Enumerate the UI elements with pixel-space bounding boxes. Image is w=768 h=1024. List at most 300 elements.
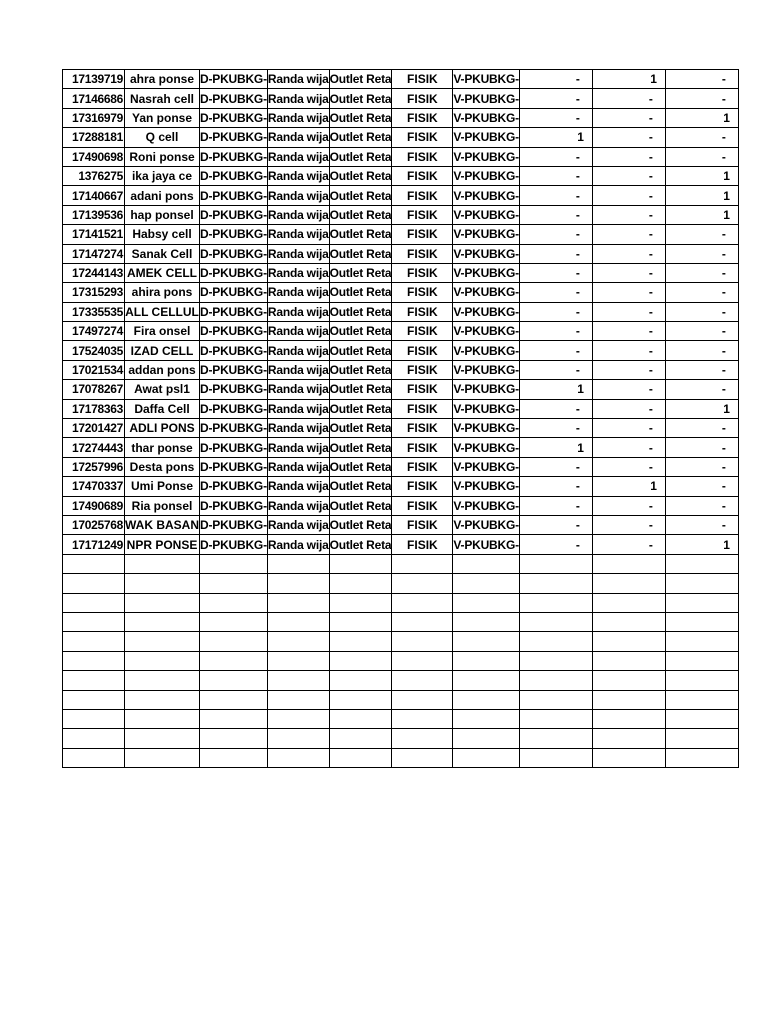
cell-outlet-name[interactable]: adani pons	[125, 186, 200, 205]
empty-cell[interactable]	[519, 574, 592, 593]
empty-cell[interactable]	[392, 671, 453, 690]
cell-sales-name[interactable]: Randa wija	[267, 496, 329, 515]
cell-voucher-code[interactable]: V-PKUBKG-	[453, 360, 520, 379]
empty-cell[interactable]	[63, 651, 125, 670]
cell-voucher-code[interactable]: V-PKUBKG-	[453, 438, 520, 457]
cell-voucher-code[interactable]: V-PKUBKG-	[453, 263, 520, 282]
cell-value-1[interactable]: -	[519, 283, 592, 302]
cell-outlet-id[interactable]: 17288181	[63, 128, 125, 147]
empty-cell[interactable]	[592, 690, 665, 709]
empty-cell[interactable]	[63, 593, 125, 612]
empty-cell[interactable]	[592, 748, 665, 767]
cell-value-2[interactable]: -	[592, 108, 665, 127]
empty-cell[interactable]	[392, 748, 453, 767]
cell-product-type[interactable]: FISIK	[392, 360, 453, 379]
cell-outlet-id[interactable]: 17078267	[63, 380, 125, 399]
cell-value-3[interactable]: -	[665, 70, 738, 89]
empty-cell[interactable]	[125, 671, 200, 690]
cell-sales-name[interactable]: Randa wija	[267, 535, 329, 554]
cell-product-type[interactable]: FISIK	[392, 128, 453, 147]
cell-outlet-id[interactable]: 17335535	[63, 302, 125, 321]
cell-sales-name[interactable]: Randa wija	[267, 438, 329, 457]
cell-distributor-code[interactable]: D-PKUBKG-	[200, 399, 268, 418]
cell-outlet-name[interactable]: Awat psl1	[125, 380, 200, 399]
cell-voucher-code[interactable]: V-PKUBKG-	[453, 70, 520, 89]
empty-cell[interactable]	[200, 593, 268, 612]
cell-outlet-name[interactable]: WAK BASAN	[125, 515, 200, 534]
cell-distributor-code[interactable]: D-PKUBKG-	[200, 341, 268, 360]
cell-value-2[interactable]: -	[592, 225, 665, 244]
cell-value-2[interactable]: -	[592, 283, 665, 302]
empty-cell[interactable]	[267, 554, 329, 573]
cell-outlet-name[interactable]: Daffa Cell	[125, 399, 200, 418]
empty-cell[interactable]	[665, 593, 738, 612]
empty-cell[interactable]	[665, 651, 738, 670]
cell-outlet-type[interactable]: Outlet Reta	[329, 225, 392, 244]
cell-value-1[interactable]: -	[519, 186, 592, 205]
cell-value-1[interactable]: -	[519, 205, 592, 224]
cell-outlet-name[interactable]: IZAD CELL	[125, 341, 200, 360]
cell-outlet-id[interactable]: 17274443	[63, 438, 125, 457]
cell-value-3[interactable]: 1	[665, 166, 738, 185]
empty-cell[interactable]	[665, 709, 738, 728]
cell-product-type[interactable]: FISIK	[392, 341, 453, 360]
cell-outlet-type[interactable]: Outlet Reta	[329, 360, 392, 379]
empty-cell[interactable]	[592, 709, 665, 728]
cell-value-2[interactable]: -	[592, 438, 665, 457]
cell-value-2[interactable]: -	[592, 263, 665, 282]
empty-cell[interactable]	[125, 612, 200, 631]
cell-outlet-type[interactable]: Outlet Reta	[329, 380, 392, 399]
cell-outlet-name[interactable]: ahra ponse	[125, 70, 200, 89]
empty-cell[interactable]	[519, 612, 592, 631]
cell-value-1[interactable]: -	[519, 322, 592, 341]
cell-value-2[interactable]: -	[592, 89, 665, 108]
cell-outlet-id[interactable]: 17257996	[63, 457, 125, 476]
cell-voucher-code[interactable]: V-PKUBKG-	[453, 166, 520, 185]
empty-cell[interactable]	[329, 651, 392, 670]
cell-sales-name[interactable]: Randa wija	[267, 244, 329, 263]
cell-value-1[interactable]: -	[519, 496, 592, 515]
cell-value-2[interactable]: -	[592, 399, 665, 418]
cell-value-1[interactable]: -	[519, 147, 592, 166]
cell-distributor-code[interactable]: D-PKUBKG-	[200, 380, 268, 399]
cell-outlet-id[interactable]: 1376275	[63, 166, 125, 185]
cell-value-3[interactable]: -	[665, 419, 738, 438]
cell-voucher-code[interactable]: V-PKUBKG-	[453, 225, 520, 244]
empty-cell[interactable]	[63, 709, 125, 728]
cell-distributor-code[interactable]: D-PKUBKG-	[200, 360, 268, 379]
cell-sales-name[interactable]: Randa wija	[267, 399, 329, 418]
cell-value-3[interactable]: -	[665, 341, 738, 360]
cell-value-2[interactable]: 1	[592, 70, 665, 89]
empty-cell[interactable]	[329, 671, 392, 690]
cell-voucher-code[interactable]: V-PKUBKG-	[453, 302, 520, 321]
cell-distributor-code[interactable]: D-PKUBKG-	[200, 457, 268, 476]
empty-cell[interactable]	[200, 709, 268, 728]
empty-cell[interactable]	[665, 574, 738, 593]
cell-product-type[interactable]: FISIK	[392, 515, 453, 534]
cell-voucher-code[interactable]: V-PKUBKG-	[453, 496, 520, 515]
cell-voucher-code[interactable]: V-PKUBKG-	[453, 380, 520, 399]
cell-outlet-type[interactable]: Outlet Reta	[329, 108, 392, 127]
cell-distributor-code[interactable]: D-PKUBKG-	[200, 225, 268, 244]
cell-outlet-id[interactable]: 17497274	[63, 322, 125, 341]
cell-distributor-code[interactable]: D-PKUBKG-	[200, 186, 268, 205]
empty-cell[interactable]	[125, 651, 200, 670]
empty-cell[interactable]	[125, 593, 200, 612]
cell-sales-name[interactable]: Randa wija	[267, 341, 329, 360]
cell-value-1[interactable]: -	[519, 360, 592, 379]
empty-cell[interactable]	[200, 671, 268, 690]
cell-value-3[interactable]: -	[665, 438, 738, 457]
cell-outlet-name[interactable]: Desta pons	[125, 457, 200, 476]
cell-outlet-name[interactable]: addan pons	[125, 360, 200, 379]
cell-outlet-name[interactable]: Roni ponse	[125, 147, 200, 166]
cell-outlet-type[interactable]: Outlet Reta	[329, 535, 392, 554]
cell-value-3[interactable]: 1	[665, 205, 738, 224]
cell-product-type[interactable]: FISIK	[392, 457, 453, 476]
cell-value-2[interactable]: -	[592, 341, 665, 360]
empty-cell[interactable]	[592, 729, 665, 748]
cell-sales-name[interactable]: Randa wija	[267, 186, 329, 205]
empty-cell[interactable]	[453, 612, 520, 631]
cell-distributor-code[interactable]: D-PKUBKG-	[200, 283, 268, 302]
cell-value-2[interactable]: -	[592, 496, 665, 515]
empty-cell[interactable]	[592, 632, 665, 651]
cell-product-type[interactable]: FISIK	[392, 535, 453, 554]
empty-cell[interactable]	[125, 690, 200, 709]
cell-outlet-name[interactable]: ika jaya ce	[125, 166, 200, 185]
empty-cell[interactable]	[592, 593, 665, 612]
cell-outlet-type[interactable]: Outlet Reta	[329, 166, 392, 185]
cell-outlet-type[interactable]: Outlet Reta	[329, 457, 392, 476]
cell-sales-name[interactable]: Randa wija	[267, 457, 329, 476]
cell-outlet-id[interactable]: 17201427	[63, 419, 125, 438]
cell-value-1[interactable]: -	[519, 341, 592, 360]
cell-voucher-code[interactable]: V-PKUBKG-	[453, 186, 520, 205]
empty-cell[interactable]	[665, 690, 738, 709]
empty-cell[interactable]	[665, 554, 738, 573]
cell-outlet-name[interactable]: hap ponsel	[125, 205, 200, 224]
cell-value-2[interactable]: -	[592, 244, 665, 263]
cell-voucher-code[interactable]: V-PKUBKG-	[453, 205, 520, 224]
cell-outlet-name[interactable]: thar ponse	[125, 438, 200, 457]
cell-value-3[interactable]: 1	[665, 535, 738, 554]
cell-product-type[interactable]: FISIK	[392, 147, 453, 166]
empty-cell[interactable]	[453, 671, 520, 690]
empty-cell[interactable]	[519, 651, 592, 670]
cell-value-1[interactable]: 1	[519, 128, 592, 147]
cell-value-1[interactable]: -	[519, 89, 592, 108]
cell-outlet-id[interactable]: 17140667	[63, 186, 125, 205]
empty-cell[interactable]	[267, 729, 329, 748]
empty-cell[interactable]	[200, 632, 268, 651]
cell-value-1[interactable]: -	[519, 108, 592, 127]
cell-outlet-type[interactable]: Outlet Reta	[329, 244, 392, 263]
cell-outlet-type[interactable]: Outlet Reta	[329, 186, 392, 205]
cell-outlet-type[interactable]: Outlet Reta	[329, 477, 392, 496]
empty-cell[interactable]	[453, 748, 520, 767]
cell-value-2[interactable]: -	[592, 166, 665, 185]
cell-value-2[interactable]: -	[592, 515, 665, 534]
cell-outlet-name[interactable]: NPR PONSE	[125, 535, 200, 554]
cell-value-3[interactable]: -	[665, 457, 738, 476]
cell-sales-name[interactable]: Randa wija	[267, 108, 329, 127]
empty-cell[interactable]	[592, 612, 665, 631]
cell-outlet-type[interactable]: Outlet Reta	[329, 322, 392, 341]
cell-outlet-type[interactable]: Outlet Reta	[329, 341, 392, 360]
cell-value-2[interactable]: -	[592, 128, 665, 147]
empty-cell[interactable]	[63, 671, 125, 690]
empty-cell[interactable]	[200, 748, 268, 767]
cell-product-type[interactable]: FISIK	[392, 205, 453, 224]
cell-outlet-name[interactable]: ADLI PONS	[125, 419, 200, 438]
cell-value-1[interactable]: -	[519, 457, 592, 476]
cell-outlet-type[interactable]: Outlet Reta	[329, 147, 392, 166]
empty-cell[interactable]	[125, 709, 200, 728]
empty-cell[interactable]	[453, 632, 520, 651]
empty-cell[interactable]	[453, 729, 520, 748]
cell-value-3[interactable]: 1	[665, 108, 738, 127]
empty-cell[interactable]	[63, 574, 125, 593]
empty-cell[interactable]	[392, 554, 453, 573]
cell-product-type[interactable]: FISIK	[392, 283, 453, 302]
cell-outlet-name[interactable]: ALL CELLUL	[125, 302, 200, 321]
cell-outlet-id[interactable]: 17146686	[63, 89, 125, 108]
cell-voucher-code[interactable]: V-PKUBKG-	[453, 244, 520, 263]
empty-cell[interactable]	[519, 729, 592, 748]
empty-cell[interactable]	[592, 554, 665, 573]
cell-voucher-code[interactable]: V-PKUBKG-	[453, 419, 520, 438]
empty-cell[interactable]	[392, 612, 453, 631]
empty-cell[interactable]	[392, 574, 453, 593]
empty-cell[interactable]	[519, 593, 592, 612]
cell-product-type[interactable]: FISIK	[392, 399, 453, 418]
empty-cell[interactable]	[665, 671, 738, 690]
cell-outlet-type[interactable]: Outlet Reta	[329, 89, 392, 108]
cell-value-3[interactable]: -	[665, 128, 738, 147]
cell-voucher-code[interactable]: V-PKUBKG-	[453, 283, 520, 302]
cell-value-2[interactable]: 1	[592, 477, 665, 496]
cell-voucher-code[interactable]: V-PKUBKG-	[453, 457, 520, 476]
cell-value-2[interactable]: -	[592, 380, 665, 399]
cell-sales-name[interactable]: Randa wija	[267, 477, 329, 496]
cell-value-1[interactable]: -	[519, 419, 592, 438]
empty-cell[interactable]	[453, 554, 520, 573]
cell-distributor-code[interactable]: D-PKUBKG-	[200, 496, 268, 515]
cell-value-1[interactable]: -	[519, 477, 592, 496]
cell-outlet-type[interactable]: Outlet Reta	[329, 283, 392, 302]
empty-cell[interactable]	[125, 632, 200, 651]
cell-product-type[interactable]: FISIK	[392, 380, 453, 399]
empty-cell[interactable]	[329, 554, 392, 573]
cell-value-2[interactable]: -	[592, 419, 665, 438]
cell-value-2[interactable]: -	[592, 186, 665, 205]
cell-value-3[interactable]: 1	[665, 186, 738, 205]
cell-product-type[interactable]: FISIK	[392, 438, 453, 457]
cell-distributor-code[interactable]: D-PKUBKG-	[200, 89, 268, 108]
cell-outlet-type[interactable]: Outlet Reta	[329, 496, 392, 515]
cell-outlet-name[interactable]: AMEK CELL	[125, 263, 200, 282]
empty-cell[interactable]	[453, 593, 520, 612]
cell-outlet-name[interactable]: Sanak Cell	[125, 244, 200, 263]
empty-cell[interactable]	[125, 748, 200, 767]
cell-value-1[interactable]: -	[519, 70, 592, 89]
cell-value-3[interactable]: -	[665, 263, 738, 282]
cell-outlet-id[interactable]: 17021534	[63, 360, 125, 379]
empty-cell[interactable]	[519, 671, 592, 690]
cell-value-3[interactable]: -	[665, 244, 738, 263]
cell-distributor-code[interactable]: D-PKUBKG-	[200, 535, 268, 554]
empty-cell[interactable]	[329, 729, 392, 748]
empty-cell[interactable]	[519, 709, 592, 728]
empty-cell[interactable]	[392, 729, 453, 748]
empty-cell[interactable]	[453, 651, 520, 670]
empty-cell[interactable]	[329, 690, 392, 709]
cell-voucher-code[interactable]: V-PKUBKG-	[453, 399, 520, 418]
cell-value-2[interactable]: -	[592, 205, 665, 224]
cell-value-3[interactable]: -	[665, 302, 738, 321]
cell-sales-name[interactable]: Randa wija	[267, 89, 329, 108]
cell-outlet-name[interactable]: ahira pons	[125, 283, 200, 302]
empty-cell[interactable]	[63, 748, 125, 767]
cell-value-1[interactable]: -	[519, 263, 592, 282]
cell-value-3[interactable]: -	[665, 147, 738, 166]
cell-voucher-code[interactable]: V-PKUBKG-	[453, 535, 520, 554]
cell-sales-name[interactable]: Randa wija	[267, 360, 329, 379]
cell-value-1[interactable]: -	[519, 225, 592, 244]
cell-product-type[interactable]: FISIK	[392, 166, 453, 185]
empty-cell[interactable]	[267, 593, 329, 612]
cell-outlet-id[interactable]: 17025768	[63, 515, 125, 534]
cell-outlet-name[interactable]: Umi Ponse	[125, 477, 200, 496]
cell-value-2[interactable]: -	[592, 302, 665, 321]
empty-cell[interactable]	[125, 729, 200, 748]
cell-value-3[interactable]: 1	[665, 399, 738, 418]
cell-voucher-code[interactable]: V-PKUBKG-	[453, 89, 520, 108]
cell-voucher-code[interactable]: V-PKUBKG-	[453, 515, 520, 534]
cell-voucher-code[interactable]: V-PKUBKG-	[453, 108, 520, 127]
cell-voucher-code[interactable]: V-PKUBKG-	[453, 341, 520, 360]
cell-distributor-code[interactable]: D-PKUBKG-	[200, 70, 268, 89]
cell-distributor-code[interactable]: D-PKUBKG-	[200, 244, 268, 263]
cell-sales-name[interactable]: Randa wija	[267, 166, 329, 185]
empty-cell[interactable]	[519, 554, 592, 573]
cell-value-1[interactable]: -	[519, 302, 592, 321]
cell-product-type[interactable]: FISIK	[392, 225, 453, 244]
empty-cell[interactable]	[200, 729, 268, 748]
cell-value-2[interactable]: -	[592, 322, 665, 341]
cell-outlet-id[interactable]: 17178363	[63, 399, 125, 418]
cell-outlet-id[interactable]: 17470337	[63, 477, 125, 496]
cell-value-3[interactable]: -	[665, 89, 738, 108]
cell-voucher-code[interactable]: V-PKUBKG-	[453, 477, 520, 496]
cell-outlet-type[interactable]: Outlet Reta	[329, 128, 392, 147]
cell-voucher-code[interactable]: V-PKUBKG-	[453, 322, 520, 341]
cell-sales-name[interactable]: Randa wija	[267, 147, 329, 166]
cell-value-3[interactable]: -	[665, 283, 738, 302]
cell-outlet-type[interactable]: Outlet Reta	[329, 70, 392, 89]
cell-sales-name[interactable]: Randa wija	[267, 225, 329, 244]
empty-cell[interactable]	[329, 593, 392, 612]
cell-sales-name[interactable]: Randa wija	[267, 205, 329, 224]
cell-value-2[interactable]: -	[592, 535, 665, 554]
empty-cell[interactable]	[267, 632, 329, 651]
empty-cell[interactable]	[200, 651, 268, 670]
cell-product-type[interactable]: FISIK	[392, 477, 453, 496]
cell-product-type[interactable]: FISIK	[392, 186, 453, 205]
cell-value-1[interactable]: -	[519, 399, 592, 418]
empty-cell[interactable]	[392, 690, 453, 709]
cell-product-type[interactable]: FISIK	[392, 89, 453, 108]
cell-distributor-code[interactable]: D-PKUBKG-	[200, 515, 268, 534]
cell-distributor-code[interactable]: D-PKUBKG-	[200, 419, 268, 438]
empty-cell[interactable]	[267, 748, 329, 767]
empty-cell[interactable]	[267, 612, 329, 631]
empty-cell[interactable]	[329, 709, 392, 728]
cell-distributor-code[interactable]: D-PKUBKG-	[200, 147, 268, 166]
cell-product-type[interactable]: FISIK	[392, 263, 453, 282]
empty-cell[interactable]	[592, 651, 665, 670]
cell-outlet-id[interactable]: 17139536	[63, 205, 125, 224]
cell-outlet-id[interactable]: 17244143	[63, 263, 125, 282]
empty-cell[interactable]	[329, 574, 392, 593]
cell-outlet-type[interactable]: Outlet Reta	[329, 515, 392, 534]
cell-sales-name[interactable]: Randa wija	[267, 380, 329, 399]
empty-cell[interactable]	[392, 632, 453, 651]
empty-cell[interactable]	[392, 593, 453, 612]
empty-cell[interactable]	[519, 690, 592, 709]
cell-value-3[interactable]: -	[665, 322, 738, 341]
empty-cell[interactable]	[665, 612, 738, 631]
cell-outlet-id[interactable]: 17490698	[63, 147, 125, 166]
cell-outlet-id[interactable]: 17524035	[63, 341, 125, 360]
cell-value-2[interactable]: -	[592, 457, 665, 476]
empty-cell[interactable]	[267, 671, 329, 690]
cell-distributor-code[interactable]: D-PKUBKG-	[200, 302, 268, 321]
empty-cell[interactable]	[63, 729, 125, 748]
empty-cell[interactable]	[200, 690, 268, 709]
empty-cell[interactable]	[63, 690, 125, 709]
cell-outlet-type[interactable]: Outlet Reta	[329, 438, 392, 457]
cell-value-2[interactable]: -	[592, 360, 665, 379]
empty-cell[interactable]	[63, 554, 125, 573]
empty-cell[interactable]	[267, 651, 329, 670]
cell-distributor-code[interactable]: D-PKUBKG-	[200, 477, 268, 496]
cell-outlet-id[interactable]: 17171249	[63, 535, 125, 554]
cell-distributor-code[interactable]: D-PKUBKG-	[200, 438, 268, 457]
cell-outlet-type[interactable]: Outlet Reta	[329, 419, 392, 438]
cell-value-1[interactable]: 1	[519, 380, 592, 399]
cell-outlet-type[interactable]: Outlet Reta	[329, 399, 392, 418]
empty-cell[interactable]	[63, 612, 125, 631]
empty-cell[interactable]	[329, 612, 392, 631]
cell-value-2[interactable]: -	[592, 147, 665, 166]
cell-sales-name[interactable]: Randa wija	[267, 515, 329, 534]
cell-outlet-id[interactable]: 17490689	[63, 496, 125, 515]
empty-cell[interactable]	[392, 709, 453, 728]
cell-outlet-name[interactable]: Fira onsel	[125, 322, 200, 341]
cell-value-1[interactable]: -	[519, 515, 592, 534]
empty-cell[interactable]	[665, 748, 738, 767]
empty-cell[interactable]	[63, 632, 125, 651]
cell-value-1[interactable]: -	[519, 535, 592, 554]
empty-cell[interactable]	[267, 709, 329, 728]
cell-outlet-type[interactable]: Outlet Reta	[329, 205, 392, 224]
empty-cell[interactable]	[329, 748, 392, 767]
empty-cell[interactable]	[392, 651, 453, 670]
